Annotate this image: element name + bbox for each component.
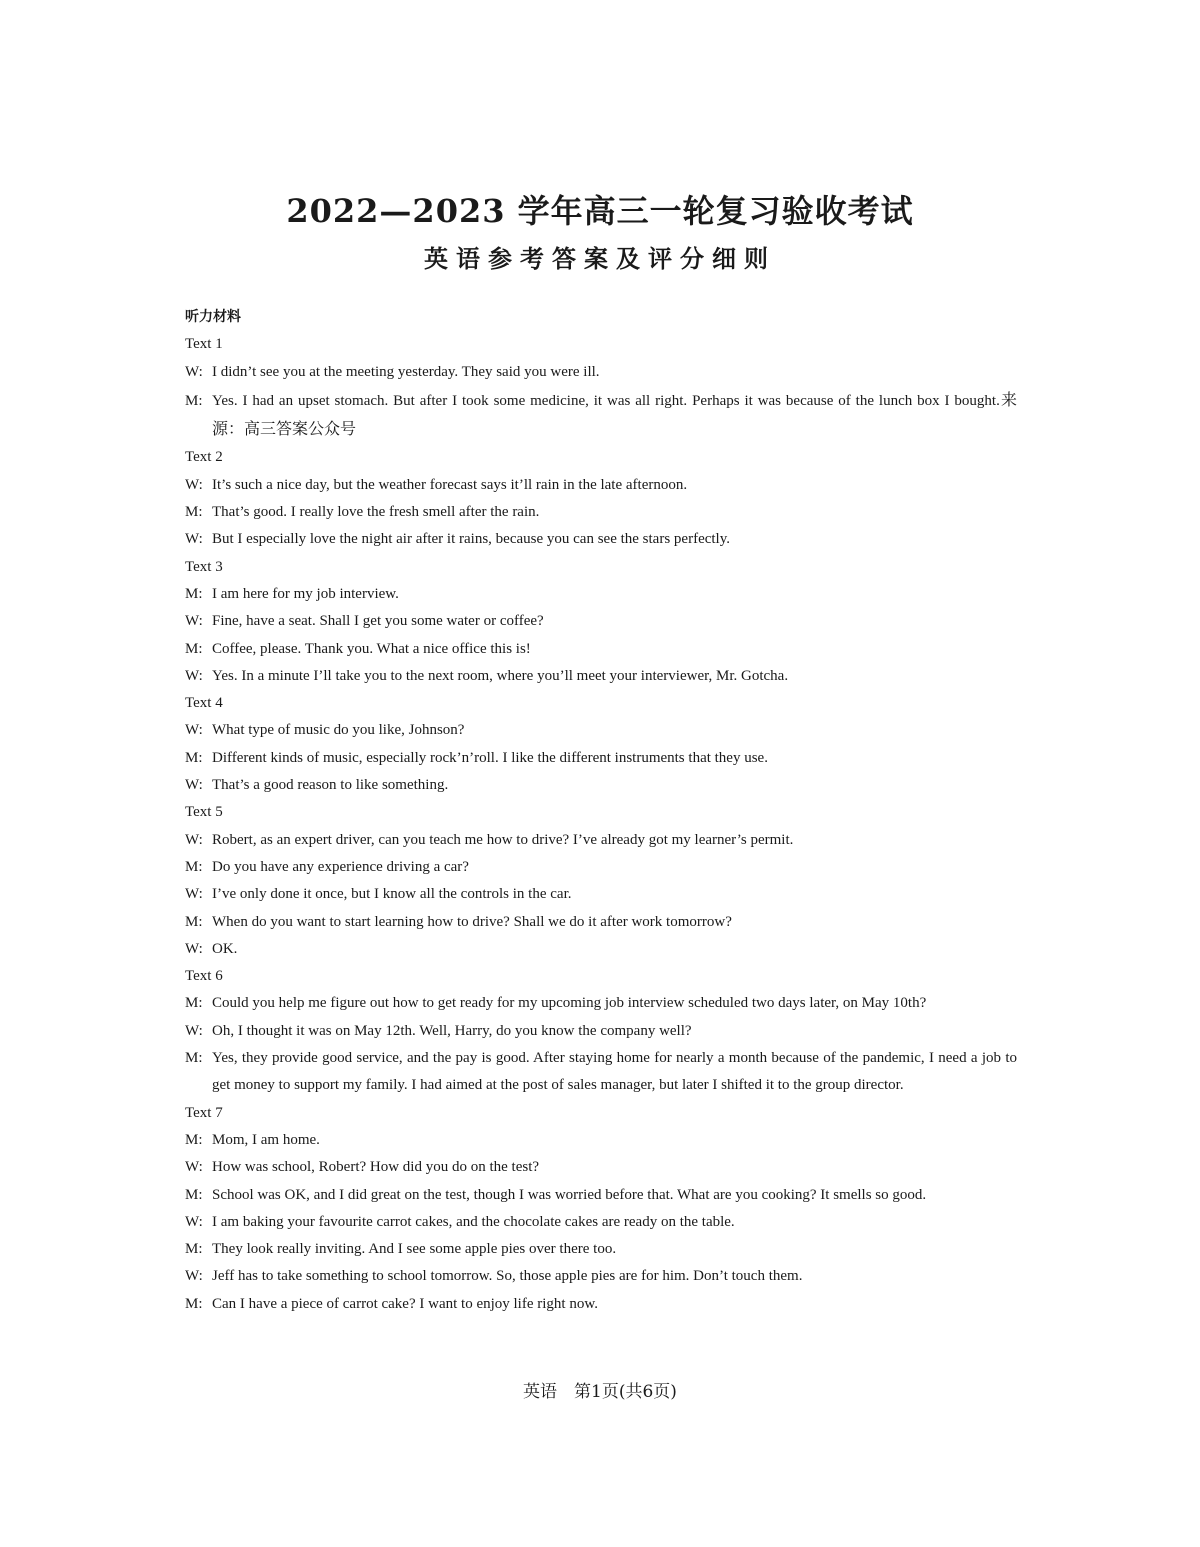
text-block [185, 444, 1017, 553]
speaker-label: M: [185, 995, 203, 1012]
dialogue-text: It’s such a nice day, but the weather forecast says it’ll rain in the late afternoon. [212, 476, 688, 493]
dialogue-text: Yes, they provide good service, and the pay is good. After staying home for nearly a month because of the pandemic, I need a job to get money to support my family. I had aimed at the post of sales manager, but later I shifted it to the group director. [212, 1050, 1017, 1094]
text-block [185, 331, 1017, 444]
dialogue-line [185, 1209, 1017, 1236]
page-footer: 英语 第1页(共6页) [523, 1382, 677, 1402]
speaker-label: W: [185, 531, 203, 548]
dialogue-line [185, 881, 1017, 908]
speaker-label: W: [185, 1268, 203, 1285]
speaker-label: M: [185, 640, 203, 657]
dialogue-text: Oh, I thought it was on May 12th. Well, Harry, do you know the company well? [212, 1022, 692, 1039]
speaker-label: W: [185, 1022, 203, 1039]
speaker-label: W: [185, 722, 203, 739]
text-block [185, 690, 1017, 799]
text-label: Text 4 [185, 695, 223, 712]
dialogue-line [185, 827, 1017, 854]
source-note: 来源：高三答案公众号 [212, 389, 1017, 439]
text-block [185, 799, 1017, 963]
dialogue-text: Can I have a piece of carrot cake? I want to enjoy life right now. [212, 1295, 598, 1312]
dialogue-line [185, 1127, 1017, 1154]
speaker-label: M: [185, 585, 203, 602]
dialogue-line [185, 386, 1017, 445]
listening-material [185, 304, 1017, 1318]
speaker-label: M: [185, 392, 203, 409]
speaker-label: W: [185, 1213, 203, 1230]
dialogue-line [185, 990, 1017, 1017]
dialogue-text: Yes. In a minute I’ll take you to the next room, where you’ll meet your interviewer, Mr. Gotcha. [212, 667, 789, 684]
dialogue-line [185, 909, 1017, 936]
speaker-label: M: [185, 858, 203, 875]
dialogue-line [185, 636, 1017, 663]
dialogue-text: When do you want to start learning how to drive? Shall we do it after work tomorrow? [212, 913, 732, 930]
dialogue-line [185, 936, 1017, 963]
dialogue-line [185, 745, 1017, 772]
speaker-label: W: [185, 831, 203, 848]
dialogue-text: Jeff has to take something to school tomorrow. So, those apple pies are for him. Don’t touch them. [212, 1268, 803, 1285]
dialogue-line [185, 472, 1017, 499]
dialogue-line [185, 1045, 1017, 1100]
text-label: Text 3 [185, 558, 223, 575]
speaker-label: M: [185, 1131, 203, 1148]
dialogue-text: I am baking your favourite carrot cakes, and the chocolate cakes are ready on the table. [212, 1213, 735, 1230]
dialogue-text: Coffee, please. Thank you. What a nice office this is! [212, 640, 531, 657]
dialogue-line [185, 1182, 1017, 1209]
dialogue-line [185, 1263, 1017, 1290]
text-block [185, 1100, 1017, 1318]
speaker-label: W: [185, 1159, 203, 1176]
text-label: Text 7 [185, 1104, 223, 1121]
dialogue-text: School was OK, and I did great on the test, though I was worried before that. What are you cooking? It smells so good. [212, 1186, 927, 1203]
text-block [185, 963, 1017, 1099]
dialogue-line [185, 1018, 1017, 1045]
dialogue-line [185, 526, 1017, 553]
dialogue-text: Could you help me figure out how to get ready for my upcoming job interview scheduled two days later, on May 10th? [212, 995, 927, 1012]
dialogue-text: Different kinds of music, especially rock’n’roll. I like the different instruments that they use. [212, 749, 768, 766]
dialogue-text: Do you have any experience driving a car? [212, 858, 469, 875]
speaker-label: M: [185, 1050, 203, 1067]
dialogue-line [185, 1236, 1017, 1263]
dialogue-line [185, 663, 1017, 690]
text-label: Text 5 [185, 804, 223, 821]
dialogue-text: I am here for my job interview. [212, 585, 399, 602]
speaker-label: W: [185, 363, 203, 380]
text-label: Text 2 [185, 449, 223, 466]
dialogue-text: Robert, as an expert driver, can you teach me how to drive? I’ve already got my learner’s permit. [212, 831, 794, 848]
dialogue-line [185, 717, 1017, 744]
dialogue-line [185, 1154, 1017, 1181]
text-block [185, 554, 1017, 690]
speaker-label: M: [185, 504, 203, 521]
speaker-label: W: [185, 777, 203, 794]
speaker-label: W: [185, 667, 203, 684]
dialogue-text: OK. [212, 940, 238, 957]
dialogue-text: Yes. I had an upset stomach. But after I took some medicine, it was all right. Perhaps it was because of the lunch box I bought. [212, 392, 1000, 409]
text-label: Text 1 [185, 336, 223, 353]
dialogue-line [185, 581, 1017, 608]
speaker-label: W: [185, 476, 203, 493]
speaker-label: W: [185, 940, 203, 957]
speaker-label: M: [185, 749, 203, 766]
dialogue-text: But I especially love the night air after it rains, because you can see the stars perfectly. [212, 531, 730, 548]
speaker-label: M: [185, 1295, 203, 1312]
dialogue-text: They look really inviting. And I see some apple pies over there too. [212, 1241, 617, 1258]
section-title: 听力材料 [185, 309, 241, 325]
speaker-label: W: [185, 886, 203, 903]
dialogue-line [185, 499, 1017, 526]
dialogue-text: Mom, I am home. [212, 1131, 320, 1148]
dialogue-text: I’ve only done it once, but I know all the controls in the car. [212, 886, 572, 903]
document-subtitle: 英语参考答案及评分细则 [424, 245, 776, 273]
dialogue-line [185, 359, 1017, 386]
speaker-label: M: [185, 1186, 203, 1203]
speaker-label: M: [185, 913, 203, 930]
dialogue-text: Fine, have a seat. Shall I get you some water or coffee? [212, 613, 544, 630]
dialogue-text: What type of music do you like, Johnson? [212, 722, 465, 739]
dialogue-line [185, 854, 1017, 881]
dialogue-text: That’s a good reason to like something. [212, 777, 449, 794]
dialogue-text: How was school, Robert? How did you do on the test? [212, 1159, 540, 1176]
dialogue-line [185, 772, 1017, 799]
speaker-label: M: [185, 1241, 203, 1258]
text-label: Text 6 [185, 968, 223, 985]
dialogue-text: I didn’t see you at the meeting yesterday. They said you were ill. [212, 363, 600, 380]
dialogue-text: That’s good. I really love the fresh smell after the rain. [212, 504, 540, 521]
dialogue-line [185, 1291, 1017, 1318]
document-title: 2022—2023 学年高三一轮复习验收考试 [286, 192, 914, 230]
dialogue-line [185, 608, 1017, 635]
speaker-label: W: [185, 613, 203, 630]
